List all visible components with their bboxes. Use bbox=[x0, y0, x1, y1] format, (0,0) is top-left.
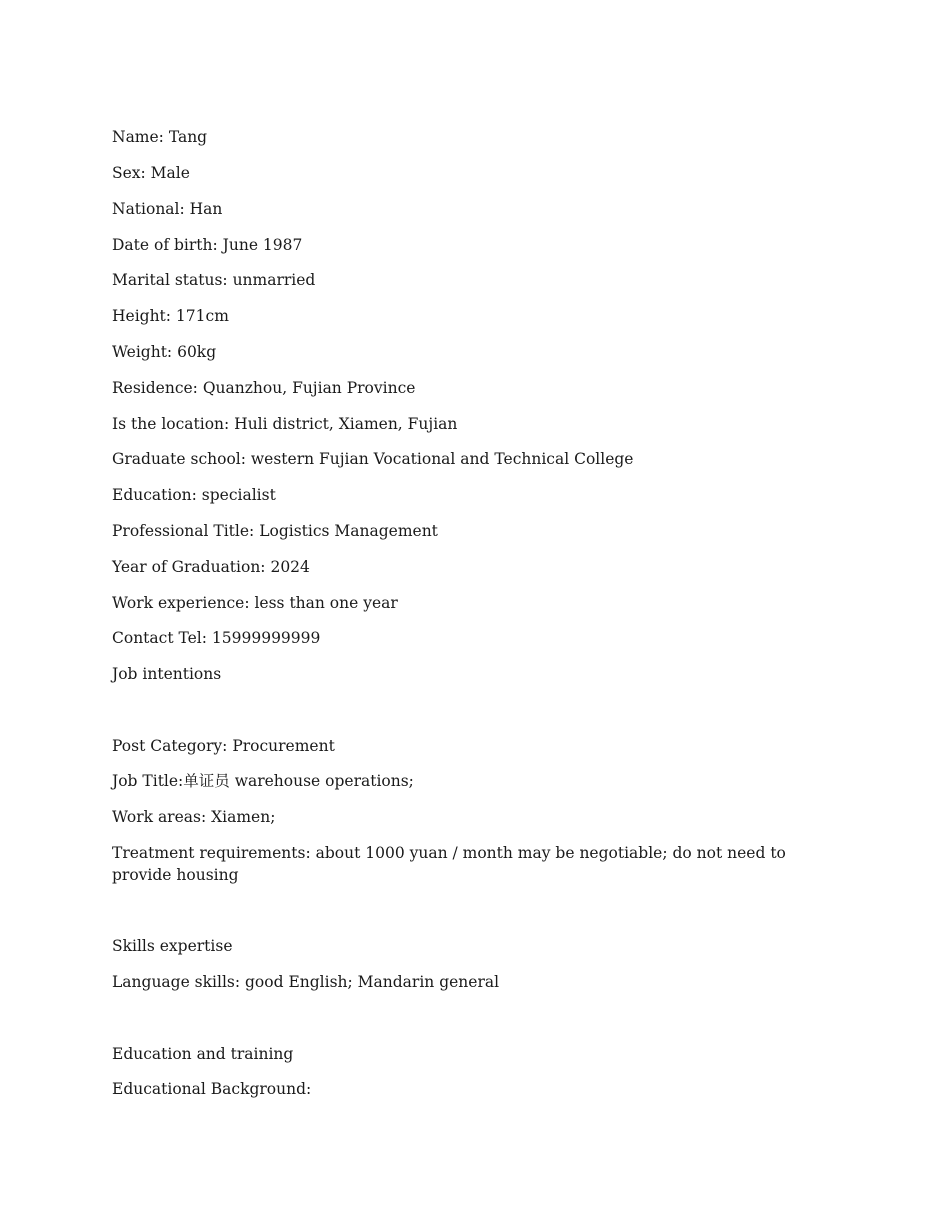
job-intentions-heading: Job intentions bbox=[112, 665, 222, 683]
location-line: Is the location: Huli district, Xiamen, Fujian bbox=[112, 415, 458, 433]
height-line: Height: 171cm bbox=[112, 307, 229, 325]
post-category-line: Post Category: Procurement bbox=[112, 737, 335, 755]
language-line: Language skills: good English; Mandarin general bbox=[112, 973, 500, 991]
educational-background-line: Educational Background: bbox=[112, 1080, 312, 1098]
dob-line: Date of birth: June 1987 bbox=[112, 236, 303, 254]
sex-line: Sex: Male bbox=[112, 164, 190, 182]
tel-line: Contact Tel: 15999999999 bbox=[112, 629, 321, 647]
national-line: National: Han bbox=[112, 200, 223, 218]
title-line: Professional Title: Logistics Management bbox=[112, 522, 438, 540]
grad-year-line: Year of Graduation: 2024 bbox=[112, 558, 310, 576]
marital-line: Marital status: unmarried bbox=[112, 271, 316, 289]
name-line: Name: Tang bbox=[112, 128, 208, 146]
skills-heading: Skills expertise bbox=[112, 937, 233, 955]
school-line: Graduate school: western Fujian Vocational and Technical College bbox=[112, 450, 634, 468]
education-training-heading: Education and training bbox=[112, 1045, 294, 1063]
weight-line: Weight: 60kg bbox=[112, 343, 217, 361]
education-line: Education: specialist bbox=[112, 486, 276, 504]
experience-line: Work experience: less than one year bbox=[112, 594, 398, 612]
treatment-line: Treatment requirements: about 1000 yuan / month may be negotiable; do not need to provide housing bbox=[112, 844, 786, 884]
job-title-line: Job Title:单证员 warehouse operations; bbox=[112, 772, 414, 790]
work-areas-line: Work areas: Xiamen; bbox=[112, 808, 276, 826]
residence-line: Residence: Quanzhou, Fujian Province bbox=[112, 379, 416, 397]
